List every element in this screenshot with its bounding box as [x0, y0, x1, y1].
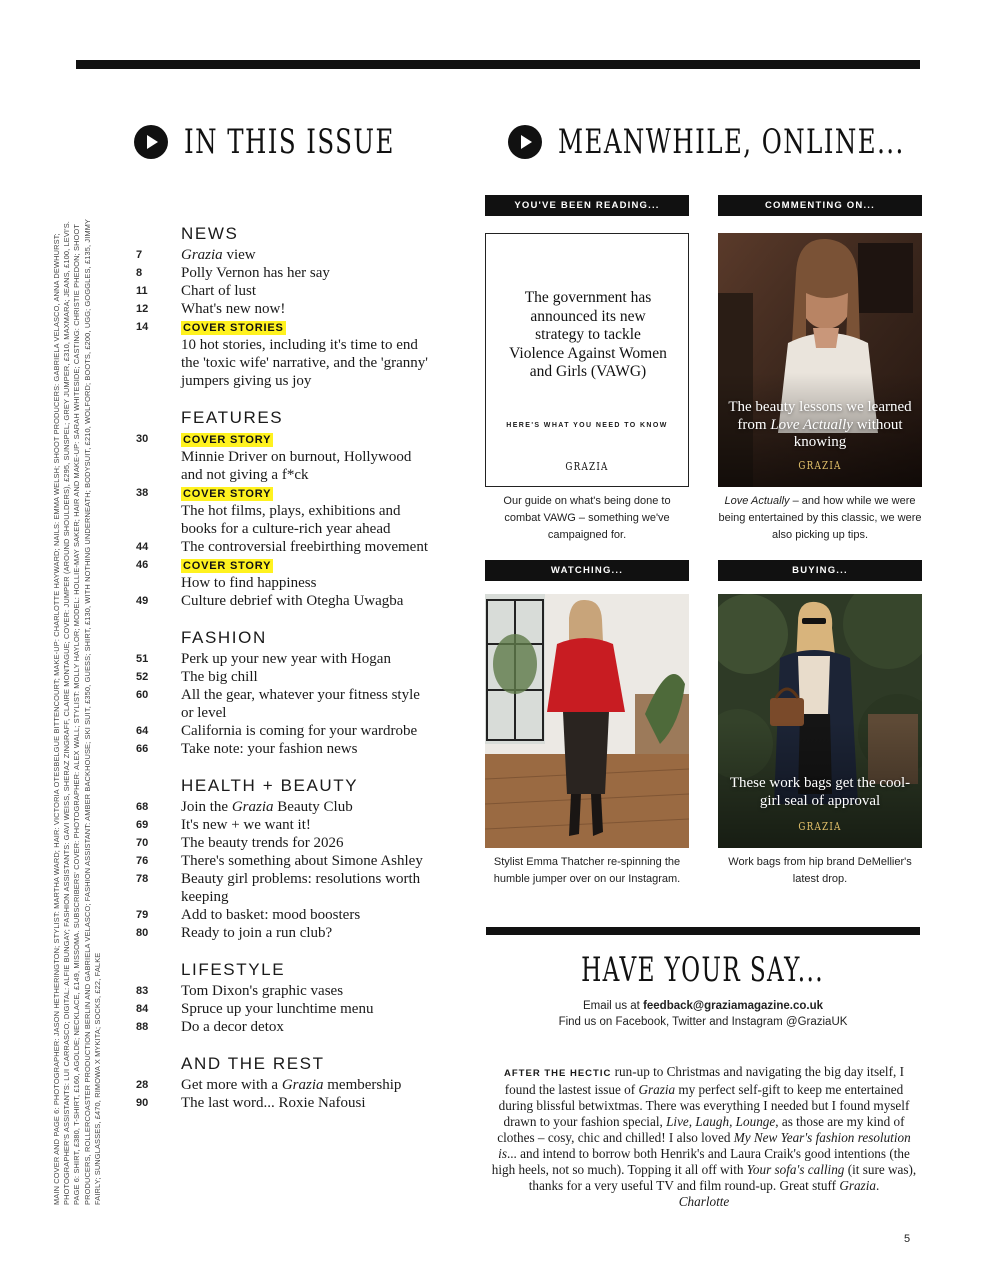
toc-page-number: 44 [136, 541, 149, 553]
toc-page-number: 69 [136, 819, 149, 831]
commenting-overlay: The beauty lessons we learned from Love Actually without knowing [728, 399, 912, 450]
toc-entry-text: Ready to join a run club? [181, 925, 333, 941]
cover-story-tag: COVER STORY [183, 560, 272, 572]
toc-entry[interactable] [130, 264, 430, 282]
toc-section-fashion [130, 628, 430, 758]
toc-entry-text: Grazia view [181, 247, 256, 263]
social-line: Find us on Facebook, Twitter and Instagram @GraziaUK [558, 1015, 848, 1028]
toc-heading: LIFESTYLE [181, 960, 286, 979]
tile-reading[interactable] [485, 195, 689, 541]
toc-heading: NEWS [181, 224, 239, 243]
toc-page-number: 14 [136, 321, 149, 333]
toc-page-number: 76 [136, 855, 149, 867]
toc-entry[interactable] [130, 722, 430, 740]
tile-label: WATCHING... [485, 560, 689, 581]
toc-entry[interactable] [130, 556, 430, 592]
meanwhile-online-header [508, 122, 981, 162]
toc-page-number: 51 [136, 653, 149, 665]
toc-page-number: 12 [136, 303, 149, 315]
toc-entry-text: The beauty trends for 2026 [181, 835, 344, 851]
toc-section-rest [130, 1054, 430, 1112]
toc-entry-text: Culture debrief with Otegha Uwagba [181, 593, 404, 609]
toc-entry[interactable] [130, 538, 430, 556]
toc-entry[interactable] [130, 484, 430, 538]
meanwhile-online-title: MEANWHILE, ONLINE... [558, 122, 905, 162]
toc-page-number: 78 [136, 873, 149, 885]
toc-entry[interactable] [130, 650, 430, 668]
toc-page-number: 8 [136, 267, 143, 279]
toc-entry[interactable] [130, 834, 430, 852]
toc-entry-text: The big chill [181, 669, 258, 685]
toc-page-number: 88 [136, 1021, 149, 1033]
toc-page-number: 7 [136, 249, 143, 261]
toc-heading: HEALTH + BEAUTY [181, 776, 359, 795]
reading-headline: The government has announced its new strategy to tackle Violence Against Women and Girls (VAWG) [509, 289, 667, 380]
tile-caption: Work bags from hip brand DeMellier's latest drop. [728, 856, 912, 885]
page-number: 5 [904, 1233, 911, 1245]
toc-page-number: 64 [136, 725, 149, 737]
toc-entry[interactable] [130, 282, 430, 300]
toc-entry-text: Do a decor detox [181, 1019, 284, 1035]
toc-entry-text: Join the Grazia Beauty Club [181, 799, 353, 815]
toc-page-number: 60 [136, 689, 149, 701]
tile-buying[interactable] [718, 560, 922, 885]
toc-entry[interactable] [130, 1018, 430, 1036]
emma-thatcher-photo [485, 594, 689, 848]
tile-watching[interactable] [485, 560, 689, 885]
toc-entry-text: There's something about Simone Ashley [181, 853, 423, 869]
toc-entry-text: It's new + we want it! [181, 817, 311, 833]
toc-section-features [130, 408, 430, 610]
reading-kicker: HERE'S WHAT YOU NEED TO KNOW [506, 422, 668, 429]
tile-label: BUYING... [718, 560, 922, 581]
watching-photo[interactable] [485, 594, 689, 848]
toc-page-number: 30 [136, 433, 149, 445]
have-your-say-title: HAVE YOUR SAY... [581, 950, 825, 990]
toc-entry[interactable] [130, 246, 430, 264]
toc-entry-text: COVER STORY How to find happiness [181, 560, 317, 591]
tile-caption: Stylist Emma Thatcher re-spinning the humble jumper over on our Instagram. [493, 856, 681, 885]
toc-page-number: 70 [136, 837, 149, 849]
toc-page-number: 68 [136, 801, 149, 813]
toc-page-number: 49 [136, 595, 149, 607]
toc-entry[interactable] [130, 668, 430, 686]
cover-story-tag: COVER STORY [183, 488, 272, 500]
grazia-logo: GRAZIA [565, 460, 609, 473]
toc-entry[interactable] [130, 318, 430, 390]
toc-entry-text: Beauty girl problems: resolutions worth keeping [181, 871, 421, 905]
toc-page-number: 38 [136, 487, 149, 499]
play-icon [508, 125, 542, 159]
photo-credits: MAIN COVER AND PAGE 6: PHOTOGRAPHER: JASON HETHERINGTON; STYLIST: MARTHA WARD; HAIR: VICTORIA OTESBELGUE BITTENCOURT; MAKE-UP: CHARLOTTE HAYWARD; NAILS: EMMA WELSH; SHOOT PRODUCERS: GABRIELA VELASCO, ANNA DEWHURST; PHOTOGRAPHER'S ASSISTANTS: LUI CARRASCO; DIGITAL: ALFIE BUNGAY; FASHION ASSISTANTS: GAVI WEISS, SHERAZ ZINGRAFF, CLAIRE MONTAGUE; COVER: JUMPER (AROUND SHOULDERS), £295, SUNSPEL; GREY JUMPER, £310, MAXMARA; JEANS, £100, LEVI'S. PAGE 6: SHIRT, £380, T-SHIRT, £160, AGOLDE; NECKLACE, £149, MISSOMA. SUBSCRIBERS' COVER: PHOTOGRAPHER: ALEX WALL; STYLIST: MOLLY HAYLOR; MODEL: HOLLIE-MAY SAKER; HAIR AND MAKE-UP: SARAH WHITESIDE; CASTING: CHRISTIE PHEDON; SHOOT PRODUCERS, ROLLERCOASTER PRODUCTION BERLIN AND GABRIELA VELASCO; FASHION ASSISTANT: AMBER BACKHOUSE; SKI SUIT, £350, GUESS; SHIRT, £130, WITH NOTHING UNDERNEATH; BODYSUIT, £210, WOLFORD; BOOTS, £200, UGG; GOGGLES, £135, JIMMY FAIRLY; SUNGLASSES, £470, RIMOWA X MYKITA; SOCKS, £22, FALKE [52, 218, 102, 1205]
toc-page-number: 46 [136, 559, 149, 571]
toc-entry[interactable] [130, 592, 430, 610]
toc-page-number: 83 [136, 985, 149, 997]
commenting-photo[interactable] [718, 233, 922, 487]
toc-page-number: 66 [136, 743, 149, 755]
toc-entry-text: Spruce up your lunchtime menu [181, 1001, 374, 1017]
buying-overlay: These work bags get the cool-girl seal of approval [729, 775, 911, 809]
toc-section-health-beauty [130, 776, 430, 942]
tile-caption: Our guide on what's being done to combat VAWG – something we've campaigned for. [503, 495, 671, 541]
play-icon [134, 125, 168, 159]
toc-entry-text: Perk up your new year with Hogan [181, 651, 391, 667]
cover-story-tag: COVER STORY [183, 434, 272, 446]
toc-page-number: 11 [136, 285, 148, 297]
toc-entry-text: COVER STORIES 10 hot stories, including it's time to end the 'toxic wife' narrative, and the 'granny' jumpers giving us joy [181, 322, 428, 389]
toc-section-lifestyle [130, 960, 430, 1036]
table-of-contents [130, 224, 430, 1130]
tile-commenting[interactable] [718, 195, 922, 541]
toc-heading: FASHION [181, 628, 267, 647]
toc-entry-text: What's new now! [181, 301, 286, 317]
toc-entry-text: The controversial freebirthing movement [181, 539, 428, 555]
buying-photo[interactable] [718, 594, 922, 848]
feedback-email-link[interactable]: feedback@graziamagazine.co.uk [643, 1000, 824, 1012]
toc-entry-text: All the gear, whatever your fitness style or level [181, 687, 420, 721]
toc-page-number: 84 [136, 1003, 149, 1015]
toc-heading: FEATURES [181, 408, 284, 427]
toc-entry[interactable] [130, 982, 430, 1000]
toc-entry[interactable] [130, 870, 430, 906]
toc-heading: AND THE REST [181, 1054, 325, 1073]
in-this-issue-header [134, 122, 477, 162]
toc-entry-text: Add to basket: mood boosters [181, 907, 361, 923]
top-rule [76, 60, 920, 69]
cover-story-tag: COVER STORIES [183, 322, 284, 334]
toc-section-news [130, 224, 430, 390]
toc-entry[interactable] [130, 1076, 430, 1094]
grazia-logo: GRAZIA [798, 459, 842, 472]
toc-entry[interactable] [130, 300, 430, 318]
toc-entry[interactable] [130, 906, 430, 924]
grazia-logo: GRAZIA [798, 820, 842, 833]
toc-page-number: 28 [136, 1079, 149, 1091]
tile-caption: Love Actually – and how while we were being entertained by this classic, we were also picking up tips. [718, 495, 922, 541]
toc-page-number: 90 [136, 1097, 149, 1109]
toc-entry[interactable] [130, 924, 430, 942]
toc-entry-text: Chart of lust [181, 283, 256, 299]
toc-entry-text: The last word... Roxie Nafousi [181, 1095, 366, 1111]
reading-card[interactable] [485, 233, 689, 487]
toc-entry[interactable] [130, 1094, 430, 1112]
toc-entry[interactable] [130, 740, 430, 758]
toc-entry[interactable] [130, 686, 430, 722]
toc-entry[interactable] [130, 798, 430, 816]
in-this-issue-title: IN THIS ISSUE [184, 122, 395, 162]
toc-entry-text: Polly Vernon has her say [181, 265, 330, 281]
toc-entry[interactable] [130, 430, 430, 484]
reader-letter: AFTER THE HECTIC run-up to Christmas and navigating the big day itself, I found the lastest issue of Grazia my perfect self-gift to keep me entertained during blissful betwixtmas. There was everything I needed but I found myself drawn to your fashion special, Live, Laugh, Lounge, as those are my kind of clothes – cosy, chic and chilled! I also loved My New Year's fashion resolution is... and intend to borrow both Henrik's and Laura Craik's good intentions (the high heels, not so much). Topping it all off with Your sofa's calling (it sure was), thanks for a very useful TV and film round-up. Great stuff Grazia. Charlotte [491, 1064, 917, 1209]
toc-entry[interactable] [130, 852, 430, 870]
toc-entry-text: Take note: your fashion news [181, 741, 358, 757]
toc-entry-text: COVER STORY Minnie Driver on burnout, Hollywood and not giving a f*ck [181, 434, 412, 483]
toc-page-number: 52 [136, 671, 149, 683]
toc-page-number: 80 [136, 927, 149, 939]
toc-entry[interactable] [130, 816, 430, 834]
tile-label: YOU'VE BEEN READING... [485, 195, 689, 216]
toc-entry-text: COVER STORY The hot films, plays, exhibitions and books for a culture-rich year ahead [181, 488, 401, 537]
have-your-say-contact: Email us at feedback@graziamagazine.co.uk Find us on Facebook, Twitter and Instagram @GraziaUK [486, 999, 920, 1030]
toc-entry-text: Get more with a Grazia membership [181, 1077, 402, 1093]
toc-entry[interactable] [130, 1000, 430, 1018]
tile-label: COMMENTING ON... [718, 195, 922, 216]
letter-signature: Charlotte [678, 1194, 730, 1209]
toc-entry-text: Tom Dixon's graphic vases [181, 983, 344, 999]
toc-page-number: 79 [136, 909, 149, 921]
toc-entry-text: California is coming for your wardrobe [181, 723, 418, 739]
have-your-say-rule [486, 927, 920, 935]
